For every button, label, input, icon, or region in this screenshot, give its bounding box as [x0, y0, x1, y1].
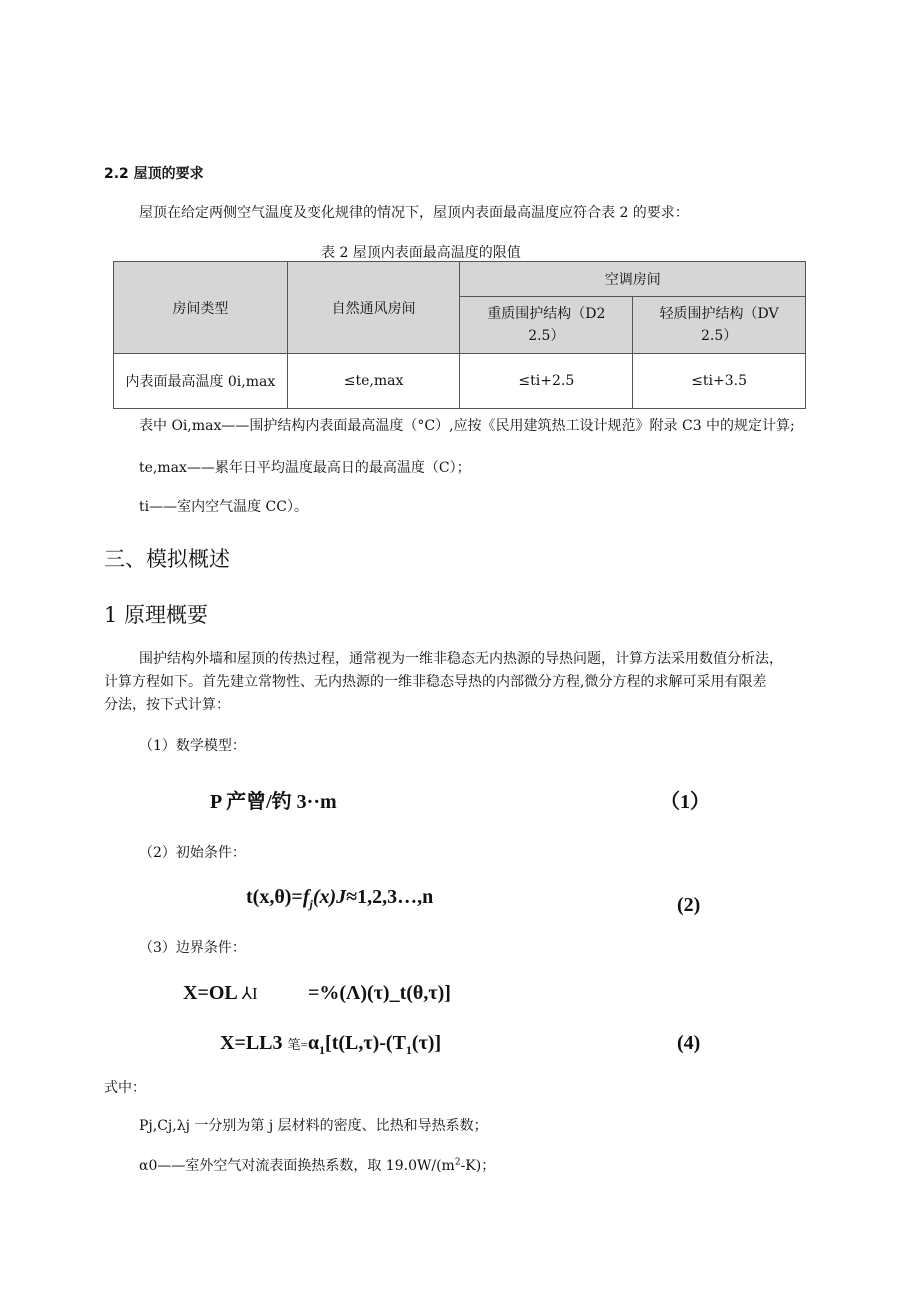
header-room-type: 房间类型: [114, 262, 288, 354]
equation-number: (2): [677, 894, 701, 916]
chapter-heading: 三、模拟概述: [104, 547, 230, 571]
paragraph-line: 计算方程如下。首先建立常物性、无内热源的一维非稳态导热的内部微分方程,微分方程的求解可采用有限差: [104, 674, 767, 690]
equation-number: (4): [677, 1032, 701, 1054]
cell-heavy: ≤ti+2.5: [460, 354, 633, 409]
row-label: 内表面最高温度 0i,max: [114, 354, 288, 409]
equation-4: X=LL3 笔$=\alpha_1[t(L,\tau)-(T_1(\tau)]$: [220, 1032, 442, 1057]
definition-line: α0——室外空气对流表面换热系数，取 $19.0W/(m^2-K)$；: [139, 1157, 496, 1174]
note-line: ti——室内空气温度 CC）。: [139, 499, 308, 515]
note-line: 表中 Oi,max——围护结构内表面最高温度（°C）,应按《民用建筑热工设计规范》附录 C3 中的规定计算;: [139, 418, 795, 434]
equation-number: （1）: [660, 791, 710, 813]
list-item: （3）边界条件：: [139, 940, 246, 956]
header-air-conditioned: 空调房间: [460, 262, 806, 297]
header-heavy-structure: 重质围护结构（D2 2.5）: [460, 297, 633, 354]
limit-table: [113, 261, 806, 409]
paragraph-line: 围护结构外墙和屋顶的传热过程，通常视为一维非稳态无内热源的导热问题，计算方法采用数值分析法，: [139, 651, 783, 667]
cell-light: ≤ti+3.5: [633, 354, 806, 409]
note-line: te,max——累年日平均温度最高日的最高温度（C）；: [139, 460, 471, 476]
equation-1: P 产曾/钓 3··m: [210, 791, 337, 813]
paragraph-line: 分法，按下式计算：: [104, 697, 230, 713]
header-light-structure: 轻质围护结构（DV 2.5）: [633, 297, 806, 354]
table-caption: 表 2 屋顶内表面最高温度的限值: [321, 245, 521, 261]
where-label: 式中：: [104, 1080, 146, 1096]
list-item: （1）数学模型：: [139, 738, 246, 754]
header-natural-ventilation: 自然通风房间: [287, 262, 460, 354]
list-item: （2）初始条件：: [139, 845, 246, 861]
section-heading: 2.2 屋顶的要求: [104, 166, 204, 182]
equation-2: $t(x,\theta)=f_j(x)J\approx 1,2,3\dots,n$: [246, 886, 434, 911]
equation-3-right: =%(Λ)(τ)_t(θ,τ)]: [308, 982, 451, 1004]
intro-paragraph: 屋顶在给定两侧空气温度及变化规律的情况下，屋顶内表面最高温度应符合表 2 的要求：: [139, 205, 689, 221]
equation-3-left: X=OL ⅄I: [183, 982, 258, 1004]
section-heading: 1 原理概要: [104, 603, 209, 627]
cell-natural: ≤te,max: [287, 354, 460, 409]
definition-line: Pj,Cj,λj 一分别为第 j 层材料的密度、比热和导热系数；: [139, 1118, 488, 1134]
